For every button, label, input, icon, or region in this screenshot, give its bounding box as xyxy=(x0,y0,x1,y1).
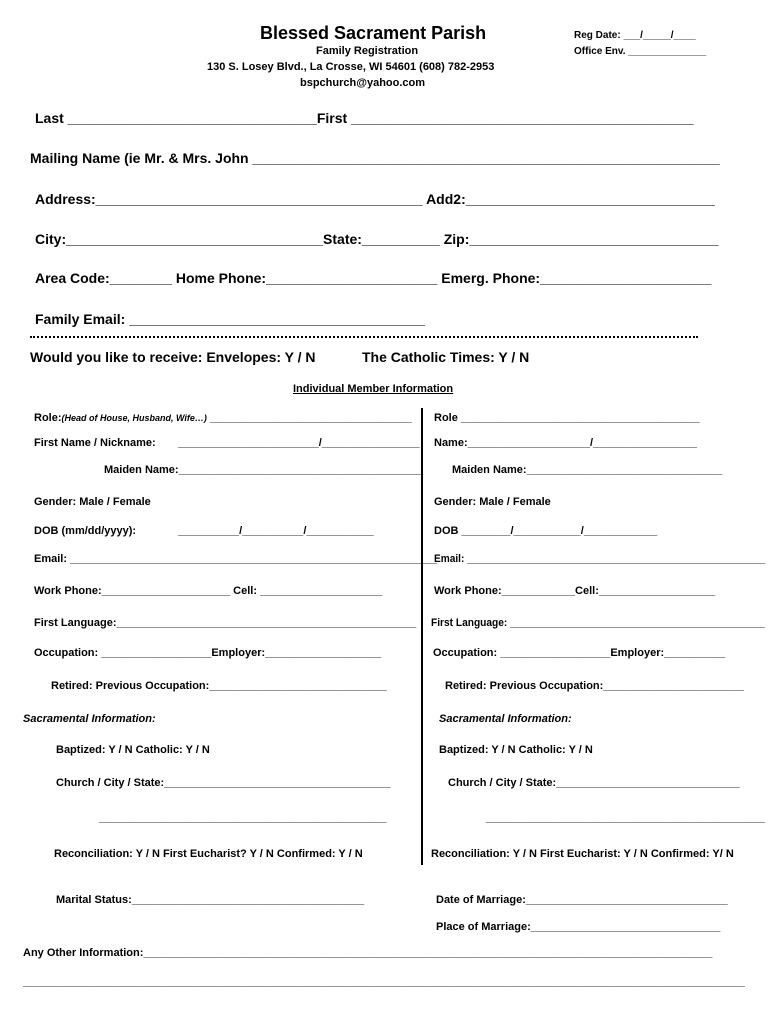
left-email-field[interactable]: Email: ____________________________________________________________ xyxy=(34,553,438,565)
left-occupation-field[interactable]: Occupation: __________________Employer:___________________ xyxy=(34,647,382,659)
left-first-name-label: First Name / Nickname: xyxy=(34,437,156,449)
left-marital-status-field[interactable]: Marital Status:______________________________________ xyxy=(56,894,365,906)
envelopes-option[interactable]: Would you like to receive: Envelopes: Y / N xyxy=(30,349,316,365)
mailing-name-field[interactable]: Mailing Name (ie Mr. & Mrs. John ____________________________________________________________ xyxy=(30,150,720,166)
left-dob-label: DOB (mm/dd/yyyy): xyxy=(34,525,137,537)
right-date-of-marriage-field[interactable]: Date of Marriage:_________________________________ xyxy=(436,894,728,906)
dotted-divider xyxy=(30,336,698,338)
right-dob-field[interactable]: DOB ________/___________/____________ xyxy=(434,525,658,537)
left-church-line[interactable]: _______________________________________________ xyxy=(99,812,387,824)
left-maiden-name-field[interactable]: Maiden Name:________________________________________ xyxy=(104,464,424,476)
left-first-language-field[interactable]: First Language:_________________________________________________ xyxy=(34,617,417,629)
form-subtitle: Family Registration xyxy=(316,45,419,57)
right-church-field[interactable]: Church / City / State:______________________________ xyxy=(448,777,740,789)
left-sacraments-field[interactable]: Reconciliation: Y / N First Eucharist? Y / N Confirmed: Y / N xyxy=(54,848,363,860)
left-role-field[interactable]: Role:(Head of House, Husband, Wife…) _________________________________ xyxy=(34,412,412,424)
right-name-field[interactable]: Name:____________________/_________________ xyxy=(434,437,698,449)
right-baptized-catholic-field[interactable]: Baptized: Y / N Catholic: Y / N xyxy=(439,744,593,756)
left-church-field[interactable]: Church / City / State:_____________________________________ xyxy=(56,777,391,789)
other-information-field[interactable]: Any Other Information:_____________________________________________________________________________________________ xyxy=(23,947,713,959)
column-divider xyxy=(421,408,423,865)
catholic-times-option[interactable]: The Catholic Times: Y / N xyxy=(362,349,530,365)
right-gender-field[interactable]: Gender: Male / Female xyxy=(434,496,551,508)
right-retired-field[interactable]: Retired: Previous Occupation:_______________________ xyxy=(445,680,745,692)
reg-date-field[interactable]: Reg Date: ___/_____/____ xyxy=(574,30,696,41)
phone-row-field[interactable]: Area Code:________ Home Phone:______________________ Emerg. Phone:______________________ xyxy=(35,270,712,286)
left-dob-field[interactable]: __________/__________/___________ xyxy=(178,525,374,537)
right-place-of-marriage-field[interactable]: Place of Marriage:_______________________________ xyxy=(436,921,721,933)
right-email-field[interactable]: Email: _____________________________________________________ xyxy=(434,553,766,565)
left-sacramental-heading: Sacramental Information: xyxy=(23,713,156,725)
left-baptized-catholic-field[interactable]: Baptized: Y / N Catholic: Y / N xyxy=(56,744,210,756)
parish-address: 130 S. Losey Blvd., La Crosse, WI 54601 (608) 782-2953 xyxy=(207,61,495,73)
left-first-name-field[interactable]: _______________________/________________ xyxy=(178,437,420,449)
city-state-zip-field[interactable]: City:_________________________________State:__________ Zip:________________________________ xyxy=(35,231,719,247)
address-field[interactable]: Address:__________________________________________ Add2:________________________________ xyxy=(35,191,715,207)
page-title: Blessed Sacrament Parish xyxy=(260,23,487,43)
right-work-phone-field[interactable]: Work Phone:____________Cell:___________________ xyxy=(434,585,716,597)
right-sacraments-field[interactable]: Reconciliation: Y / N First Eucharist: Y / N Confirmed: Y/ N xyxy=(431,848,734,860)
other-information-line[interactable]: ______________________________________________________________________________________________________________________ xyxy=(23,976,745,988)
last-first-name-field[interactable]: Last ________________________________First ____________________________________________ xyxy=(35,110,694,126)
right-first-language-field[interactable]: First Language: _____________________________________________ xyxy=(431,617,765,629)
left-gender-field[interactable]: Gender: Male / Female xyxy=(34,496,151,508)
left-retired-field[interactable]: Retired: Previous Occupation:_____________________________ xyxy=(51,680,387,692)
right-occupation-field[interactable]: Occupation: __________________Employer:__________ xyxy=(433,647,726,659)
parish-email: bspchurch@yahoo.com xyxy=(300,77,426,89)
right-sacramental-heading: Sacramental Information: xyxy=(439,713,572,725)
right-role-field[interactable]: Role _______________________________________ xyxy=(434,412,700,424)
left-work-phone-field[interactable]: Work Phone:_____________________ Cell: ____________________ xyxy=(34,585,383,597)
right-maiden-name-field[interactable]: Maiden Name:________________________________ xyxy=(452,464,723,476)
section-title: Individual Member Information xyxy=(293,383,454,395)
family-email-field[interactable]: Family Email: ______________________________________ xyxy=(35,311,426,327)
office-env-field[interactable]: Office Env. ______________ xyxy=(574,46,707,57)
right-church-line[interactable]: __________________________________________________ xyxy=(486,812,765,824)
